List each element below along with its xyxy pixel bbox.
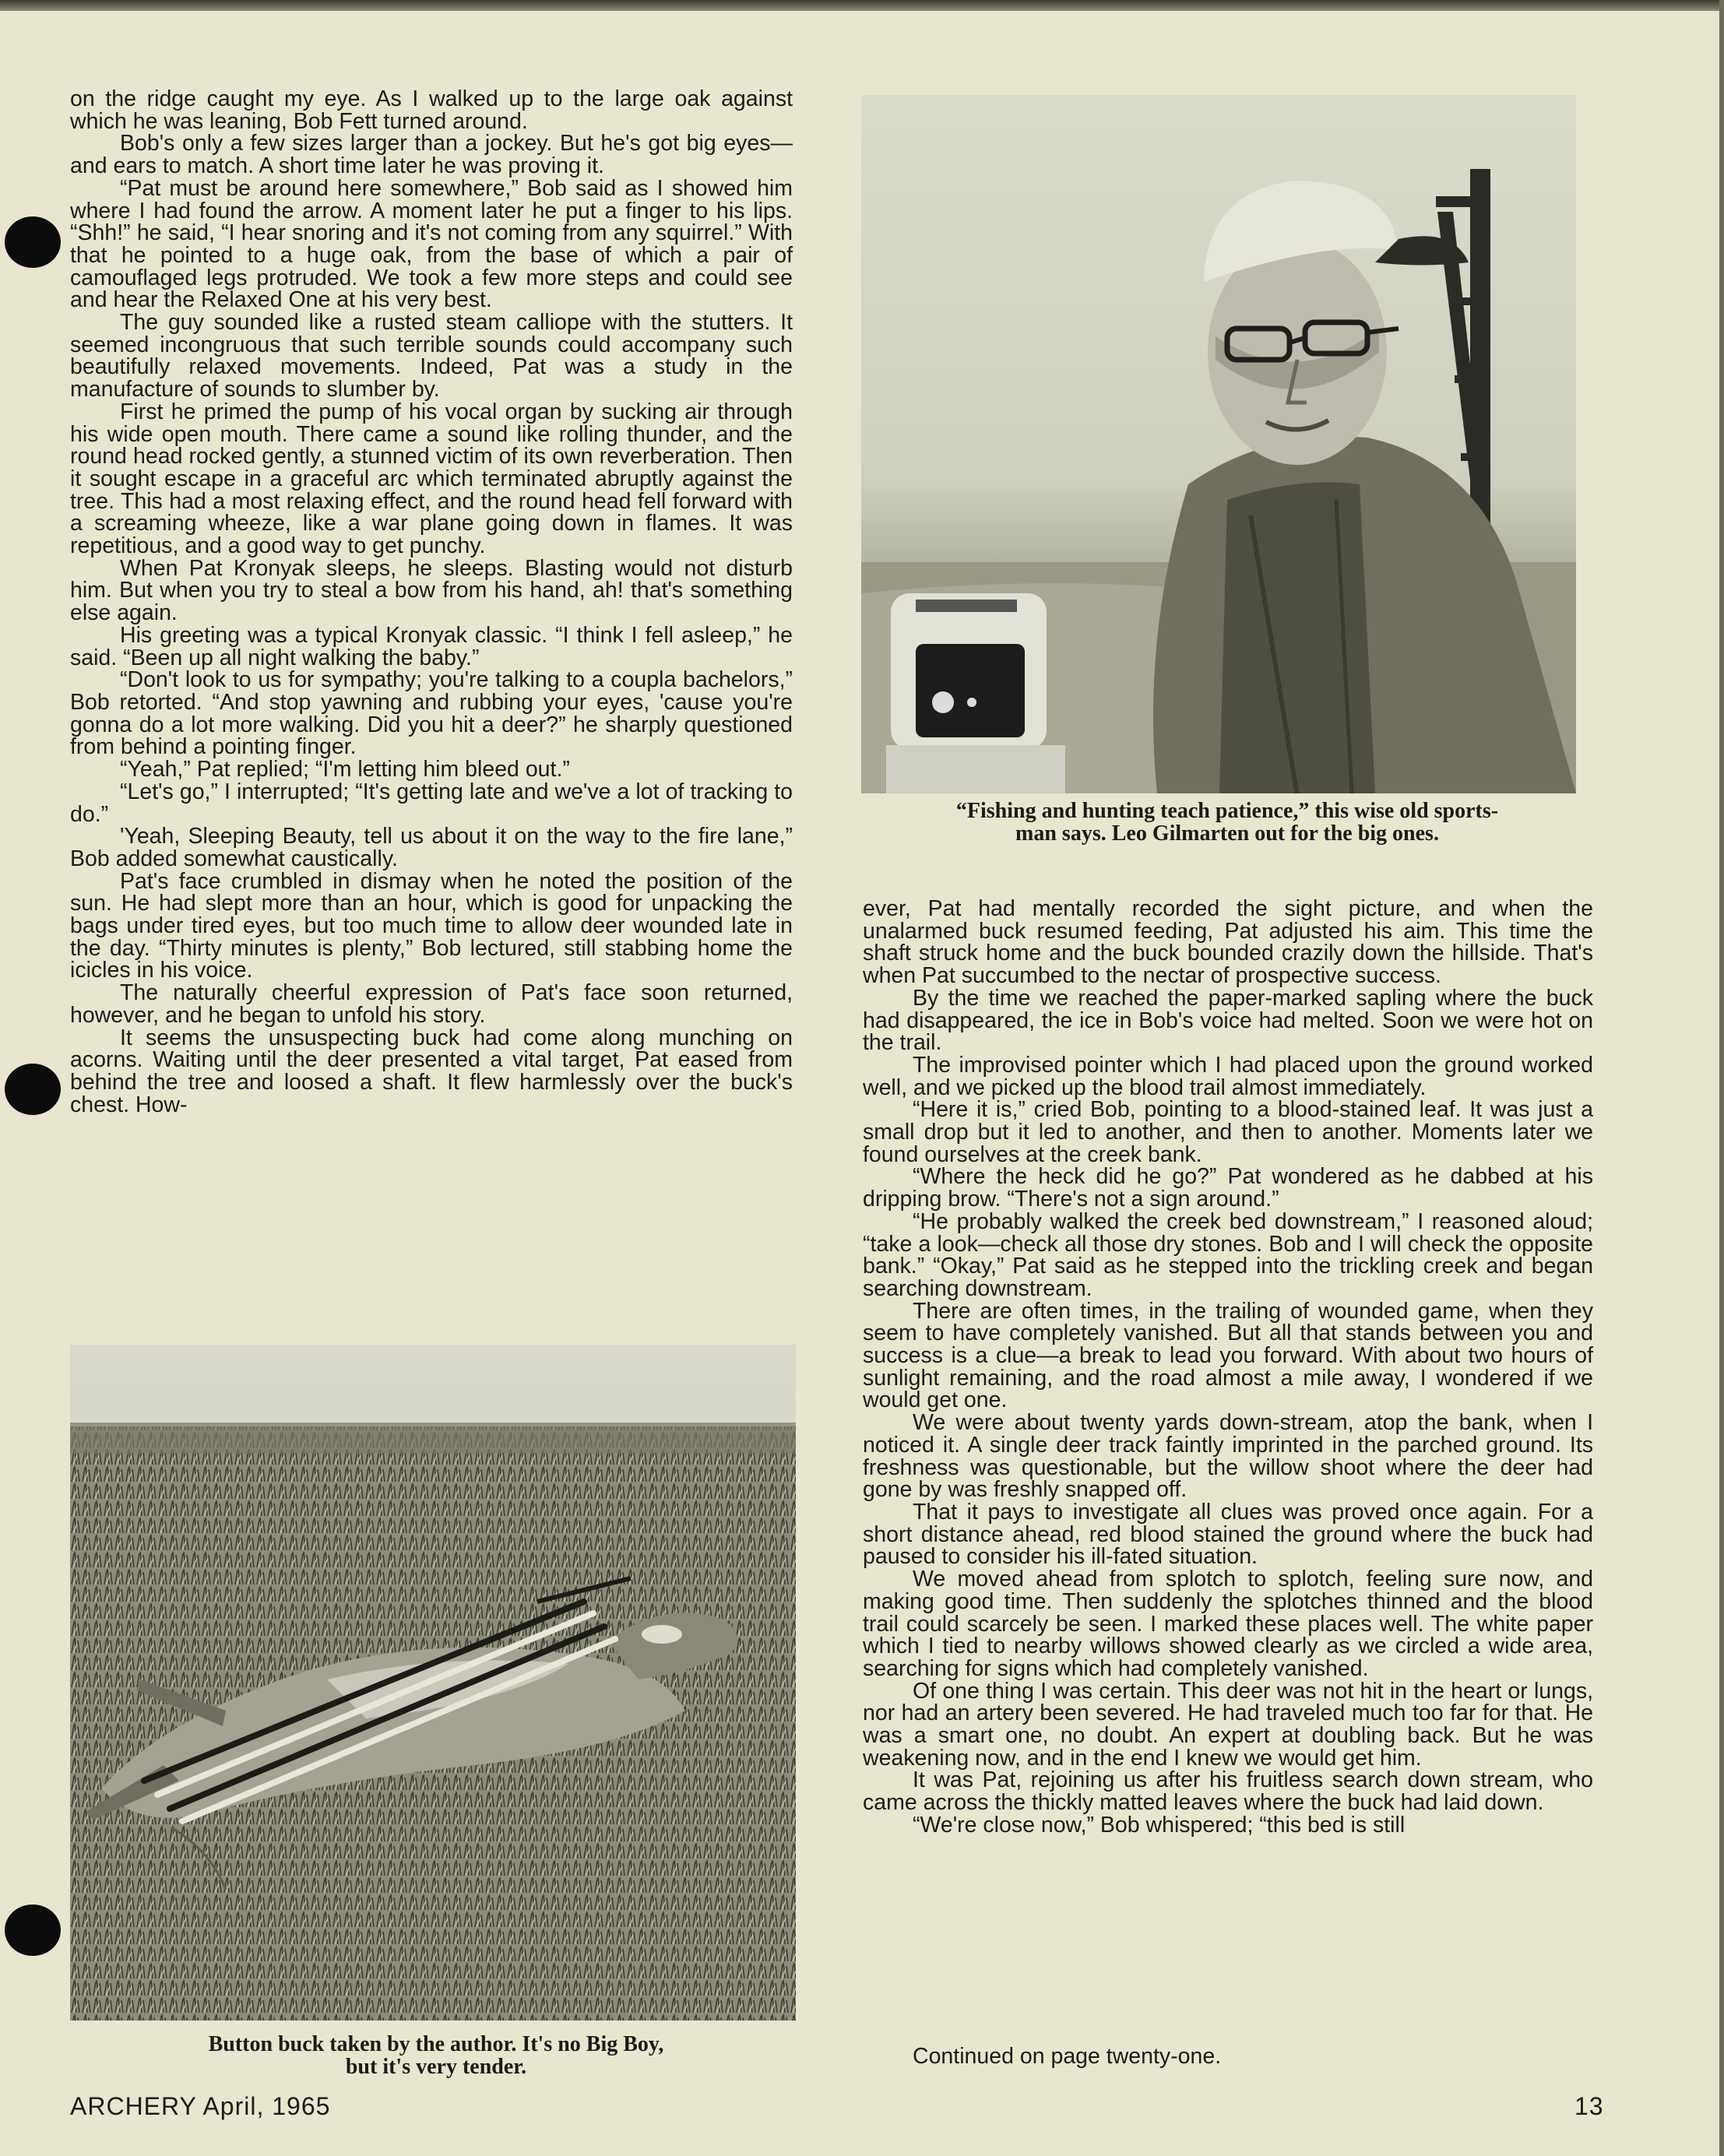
binder-hole-bottom — [5, 1905, 61, 1956]
paragraph: There are often times, in the trailing of wounded game, when they seem to have completely vanished. But all that stands between you and success is a clue—a break to lead you forward. With about two hours of sunlight remaining, and the road almost a mile away, I wondered if we would get one. — [863, 1298, 1593, 1413]
caption-line: man says. Leo Gilmarten out for the big ones. — [1015, 821, 1439, 846]
page-number: 13 — [1574, 2092, 1604, 2120]
paragraph: The guy sounded like a rusted steam calliope with the stutters. It seemed incongruous that such terrible sounds could accompany such beautifully relaxed movements. Indeed, Pat was a study in the manufacture of sounds to slumber by. — [70, 310, 793, 403]
left-text-column — [70, 88, 793, 1116]
paragraph: “Where the heck did he go?” Pat wondered as he dabbed at his dripping brow. “There's not a sign around.” — [863, 1164, 1593, 1212]
paragraph: His greeting was a typical Kronyak classic. “I think I fell asleep,” he said. “Been up all night walking the baby.” — [70, 622, 793, 670]
binder-hole-middle — [5, 1064, 61, 1115]
paragraph: It was Pat, rejoining us after his fruitless search down stream, who came across the thickly matted leaves where the buck had laid down. — [863, 1767, 1593, 1816]
right-text-column — [863, 898, 1593, 1837]
photo-caption-top — [853, 800, 1601, 845]
paragraph: The naturally cheerful expression of Pat's face soon returned, however, and he began to unfold his story. — [70, 980, 793, 1028]
paragraph: Pat's face crumbled in dismay when he noted the position of the sun. He had slept more than an hour, which is good for unpacking the bags under tired eyes, but too much time to allow deer wounded late in the day. “Thirty minutes is plenty,” Bob lectured, still stabbing home the icicles in his voice. — [70, 868, 793, 983]
paragraph: “Pat must be around here somewhere,” Bob said as I showed him where I had found the arrow. A moment later he put a finger to his lips. “Shh!” he said, “I hear snoring and it's not coming from any squirrel.” With that he pointed to a huge oak, from the base of which a pair of camouflaged legs protruded. We took a few more steps and could see and hear the Relaxed One at his very best. — [70, 175, 793, 313]
binder-hole-top — [5, 216, 61, 268]
paragraph: Of one thing I was certain. This deer was not hit in the heart or lungs, nor had an artery been severed. He had traveled much too far for that. He was a smart one, no doubt. An expert at doubling back. But he was weakening now, and in the end I knew we would get him. — [863, 1678, 1593, 1771]
paragraph: First he primed the pump of his vocal organ by sucking air through his wide open mouth. There came a sound like rolling thunder, and the round head rocked gently, a stunned victim of its own reverberation. Then it sought escape in a graceful arc which terminated abruptly against the tree. This had a most relaxing effect, and the round head fell forward with a screaming wheeze, like a war plane going down in flames. It was repetitious, and a good way to get punchy. — [70, 399, 793, 559]
paragraph: 'Yeah, Sleeping Beauty, tell us about it on the way to the fire lane,” Bob added somewhat caustically. — [70, 824, 793, 871]
photo-caption-bottom — [93, 2033, 779, 2078]
paragraph: It seems the unsuspecting buck had come along munching on acorns. Waiting until the deer presented a vital target, Pat eased from behind the tree and loosed a shaft. It flew harmlessly over the buck's chest. How- — [70, 1025, 793, 1117]
caption-line: Button buck taken by the author. It's no Big Boy, — [208, 2032, 664, 2056]
paragraph: “He probably walked the creek bed downstream,” I reasoned aloud; “take a look—check all those dry stones. Bob and I will check the opposite bank.” “Okay,” Pat said as he stepped into the trickling creek and began searching downstream. — [863, 1208, 1593, 1301]
paragraph: We were about twenty yards down-stream, atop the bank, when I noticed it. A single deer track faintly imprinted in the parched ground. Its freshness was questionable, but the willow shoot where the deer had gone by was freshly snapped off. — [863, 1410, 1593, 1503]
paragraph: “We're close now,” Bob whispered; “this bed is still — [913, 1812, 1406, 1838]
continued-note: Continued on page twenty-one. — [913, 2044, 1222, 2069]
continued-note-block — [863, 2045, 1593, 2068]
footer-magazine-date: ARCHERY April, 1965 — [70, 2092, 331, 2120]
paragraph: Bob's only a few sizes larger than a jockey. But he's got big eyes—and ears to match. A short time later he was proving it. — [70, 131, 793, 179]
paragraph: “Yeah,” Pat replied; “I'm letting him bleed out.” — [120, 757, 570, 783]
paragraph: We moved ahead from splotch to splotch, feeling sure now, and making good time. Then suddenly the splotches thinned and the blood trail could scarcely be seen. I marked these places well. The white paper which I tied to nearby willows showed clearly as we circled a wide area, searching for signs which had completely vanished. — [863, 1567, 1593, 1681]
paragraph: “Here it is,” cried Bob, pointing to a blood-stained leaf. It was just a small drop but it led to another, and then to another. Moments later we found ourselves at the creek bank. — [863, 1097, 1593, 1167]
paragraph: By the time we reached the paper-marked sapling where the buck had disappeared, the ice in Bob's voice had melted. Soon we were hot on the trail. — [863, 985, 1593, 1056]
photo-button-buck — [70, 1345, 796, 2021]
scan-top-edge — [0, 0, 1724, 11]
paragraph: That it pays to investigate all clues was proved once again. For a short distance ahead, red blood stained the ground where the buck had paused to consider his ill-fated situation. — [863, 1499, 1593, 1570]
photo-sportsman — [861, 95, 1576, 793]
caption-line: but it's very tender. — [345, 2055, 527, 2079]
paragraph: ever, Pat had mentally recorded the sight picture, and when the unalarmed buck resumed feeding, Pat adjusted his aim. This time the shaft struck home and the buck bounded crazily down the hillside. That's when Pat succumbed to the nectar of prospective success. — [863, 896, 1593, 989]
paragraph: “Let's go,” I interrupted; “It's getting late and we've a lot of tracking to do.” — [70, 779, 793, 827]
scan-right-edge — [1719, 0, 1724, 2156]
caption-line: “Fishing and hunting teach patience,” this wise old sports- — [955, 799, 1499, 823]
paragraph: “Don't look to us for sympathy; you're talking to a coupla bachelors,” Bob retorted. “And stop yawning and rubbing your eyes, 'cause you're gonna do a lot more walking. Did you hit a deer?” he sharply questioned from behind a pointing finger. — [70, 667, 793, 760]
paragraph: The improvised pointer which I had placed upon the ground worked well, and we picked up the blood trail almost immediately. — [863, 1052, 1593, 1100]
paragraph: When Pat Kronyak sleeps, he sleeps. Blasting would not disturb him. But when you try to steal a bow from his hand, ah! that's something else again. — [70, 555, 793, 626]
paragraph: on the ridge caught my eye. As I walked up to the large oak against which he was leaning, Bob Fett turned around. — [70, 86, 793, 134]
